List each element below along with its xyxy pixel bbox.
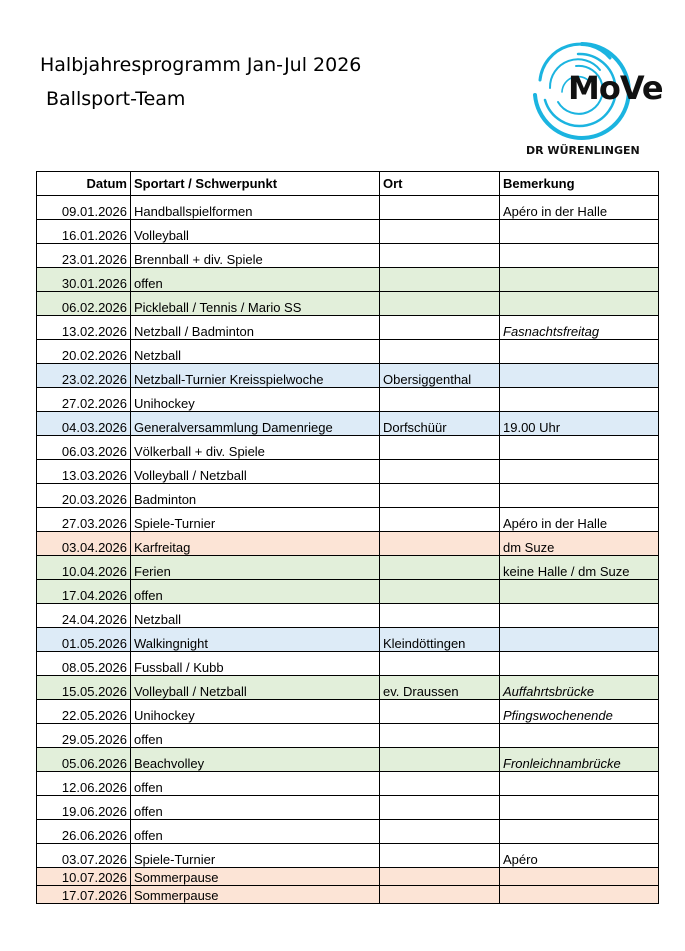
cell-note: Apéro — [500, 844, 659, 868]
program-table — [36, 171, 659, 904]
cell-date: 06.02.2026 — [37, 292, 131, 316]
cell-sport: Spiele-Turnier — [131, 508, 380, 532]
logo-subtext: DR WÜRENLINGEN — [526, 144, 640, 157]
cell-note — [500, 652, 659, 676]
table-row — [37, 868, 659, 886]
cell-sport: Netzball / Badminton — [131, 316, 380, 340]
cell-ort: Kleindöttingen — [380, 628, 500, 652]
table-row — [37, 820, 659, 844]
cell-sport: offen — [131, 724, 380, 748]
cell-date: 23.02.2026 — [37, 364, 131, 388]
cell-sport: Generalversammlung Damenriege — [131, 412, 380, 436]
cell-date: 05.06.2026 — [37, 748, 131, 772]
table-row — [37, 460, 659, 484]
cell-ort — [380, 340, 500, 364]
table-row — [37, 844, 659, 868]
cell-sport: Karfreitag — [131, 532, 380, 556]
cell-date: 08.05.2026 — [37, 652, 131, 676]
cell-ort — [380, 532, 500, 556]
cell-sport: Spiele-Turnier — [131, 844, 380, 868]
cell-ort: ev. Draussen — [380, 676, 500, 700]
cell-ort — [380, 844, 500, 868]
cell-ort — [380, 796, 500, 820]
cell-sport: Netzball — [131, 340, 380, 364]
cell-date: 26.06.2026 — [37, 820, 131, 844]
cell-ort — [380, 244, 500, 268]
cell-ort — [380, 886, 500, 904]
cell-note — [500, 340, 659, 364]
table-row — [37, 700, 659, 724]
cell-note — [500, 292, 659, 316]
cell-ort — [380, 652, 500, 676]
cell-ort: Obersiggenthal — [380, 364, 500, 388]
cell-ort — [380, 724, 500, 748]
cell-sport: Walkingnight — [131, 628, 380, 652]
cell-note — [500, 220, 659, 244]
cell-sport: Badminton — [131, 484, 380, 508]
cell-ort — [380, 580, 500, 604]
cell-ort — [380, 316, 500, 340]
table-row — [37, 220, 659, 244]
cell-note — [500, 796, 659, 820]
cell-note — [500, 604, 659, 628]
cell-date: 03.04.2026 — [37, 532, 131, 556]
cell-date: 13.03.2026 — [37, 460, 131, 484]
cell-note — [500, 268, 659, 292]
cell-date: 20.02.2026 — [37, 340, 131, 364]
cell-note: Auffahrtsbrücke — [500, 676, 659, 700]
cell-ort — [380, 484, 500, 508]
cell-note — [500, 772, 659, 796]
cell-date: 16.01.2026 — [37, 220, 131, 244]
table-row — [37, 748, 659, 772]
cell-sport: Brennball + div. Spiele — [131, 244, 380, 268]
table-row — [37, 772, 659, 796]
cell-date: 29.05.2026 — [37, 724, 131, 748]
cell-date: 09.01.2026 — [37, 196, 131, 220]
cell-sport: Volleyball — [131, 220, 380, 244]
cell-date: 10.04.2026 — [37, 556, 131, 580]
cell-date: 17.04.2026 — [37, 580, 131, 604]
cell-sport: offen — [131, 268, 380, 292]
cell-sport: Unihockey — [131, 700, 380, 724]
cell-ort — [380, 772, 500, 796]
cell-ort — [380, 604, 500, 628]
table-row — [37, 508, 659, 532]
cell-ort — [380, 460, 500, 484]
cell-note — [500, 244, 659, 268]
cell-ort — [380, 292, 500, 316]
cell-date: 03.07.2026 — [37, 844, 131, 868]
cell-note — [500, 484, 659, 508]
cell-ort — [380, 508, 500, 532]
cell-note — [500, 820, 659, 844]
cell-sport: Sommerpause — [131, 868, 380, 886]
table-row — [37, 676, 659, 700]
cell-note: keine Halle / dm Suze — [500, 556, 659, 580]
cell-note: Pfingswochenende — [500, 700, 659, 724]
table-row — [37, 796, 659, 820]
cell-ort — [380, 436, 500, 460]
cell-date: 27.02.2026 — [37, 388, 131, 412]
cell-sport: offen — [131, 796, 380, 820]
cell-note — [500, 436, 659, 460]
cell-date: 06.03.2026 — [37, 436, 131, 460]
cell-note — [500, 886, 659, 904]
table-row — [37, 532, 659, 556]
cell-note — [500, 388, 659, 412]
cell-ort — [380, 268, 500, 292]
cell-ort — [380, 868, 500, 886]
cell-date: 04.03.2026 — [37, 412, 131, 436]
cell-date: 17.07.2026 — [37, 886, 131, 904]
cell-sport: Fussball / Kubb — [131, 652, 380, 676]
cell-date: 01.05.2026 — [37, 628, 131, 652]
cell-date: 19.06.2026 — [37, 796, 131, 820]
cell-sport: Völkerball + div. Spiele — [131, 436, 380, 460]
header-ort: Ort — [380, 172, 500, 196]
cell-date: 30.01.2026 — [37, 268, 131, 292]
cell-ort — [380, 748, 500, 772]
table-row — [37, 316, 659, 340]
table-row — [37, 556, 659, 580]
cell-date: 10.07.2026 — [37, 868, 131, 886]
table-row — [37, 388, 659, 412]
cell-date: 23.01.2026 — [37, 244, 131, 268]
table-row — [37, 436, 659, 460]
cell-date: 24.04.2026 — [37, 604, 131, 628]
move-logo — [520, 40, 663, 165]
table-row — [37, 484, 659, 508]
cell-note: dm Suze — [500, 532, 659, 556]
cell-sport: Netzball-Turnier Kreisspielwoche — [131, 364, 380, 388]
table-row — [37, 340, 659, 364]
cell-sport: offen — [131, 580, 380, 604]
table-row — [37, 412, 659, 436]
program-body — [37, 196, 659, 904]
cell-ort — [380, 556, 500, 580]
table-row — [37, 268, 659, 292]
header-bemerkung: Bemerkung — [500, 172, 659, 196]
cell-note — [500, 628, 659, 652]
cell-note — [500, 868, 659, 886]
table-row — [37, 724, 659, 748]
cell-sport: Netzball — [131, 604, 380, 628]
cell-sport: Unihockey — [131, 388, 380, 412]
cell-note — [500, 460, 659, 484]
cell-date: 15.05.2026 — [37, 676, 131, 700]
table-row — [37, 580, 659, 604]
header-sportart: Sportart / Schwerpunkt — [131, 172, 380, 196]
cell-note — [500, 580, 659, 604]
page-subtitle: Ballsport-Team — [46, 88, 186, 110]
cell-ort — [380, 196, 500, 220]
header-datum: Datum — [37, 172, 131, 196]
cell-sport: Pickleball / Tennis / Mario SS — [131, 292, 380, 316]
cell-sport: offen — [131, 820, 380, 844]
table-row — [37, 292, 659, 316]
cell-ort — [380, 388, 500, 412]
cell-sport: Sommerpause — [131, 886, 380, 904]
logo-text: MoVe — [568, 69, 663, 107]
table-row — [37, 244, 659, 268]
cell-note — [500, 724, 659, 748]
cell-sport: Beachvolley — [131, 748, 380, 772]
cell-sport: Volleyball / Netzball — [131, 676, 380, 700]
cell-date: 27.03.2026 — [37, 508, 131, 532]
cell-note: Fasnachtsfreitag — [500, 316, 659, 340]
cell-note: Apéro in der Halle — [500, 196, 659, 220]
cell-sport: Ferien — [131, 556, 380, 580]
cell-note: Apéro in der Halle — [500, 508, 659, 532]
cell-note — [500, 364, 659, 388]
cell-sport: Volleyball / Netzball — [131, 460, 380, 484]
cell-date: 22.05.2026 — [37, 700, 131, 724]
table-row — [37, 886, 659, 904]
cell-sport: offen — [131, 772, 380, 796]
table-header-row — [37, 172, 659, 196]
table-row — [37, 628, 659, 652]
cell-ort — [380, 700, 500, 724]
table-row — [37, 364, 659, 388]
cell-date: 13.02.2026 — [37, 316, 131, 340]
cell-date: 12.06.2026 — [37, 772, 131, 796]
table-row — [37, 652, 659, 676]
page-title: Halbjahresprogramm Jan-Jul 2026 — [40, 54, 362, 76]
table-row — [37, 196, 659, 220]
cell-ort — [380, 220, 500, 244]
cell-note: Fronleichnambrücke — [500, 748, 659, 772]
cell-date: 20.03.2026 — [37, 484, 131, 508]
cell-note: 19.00 Uhr — [500, 412, 659, 436]
table-row — [37, 604, 659, 628]
cell-ort: Dorfschüür — [380, 412, 500, 436]
cell-ort — [380, 820, 500, 844]
cell-sport: Handballspielformen — [131, 196, 380, 220]
